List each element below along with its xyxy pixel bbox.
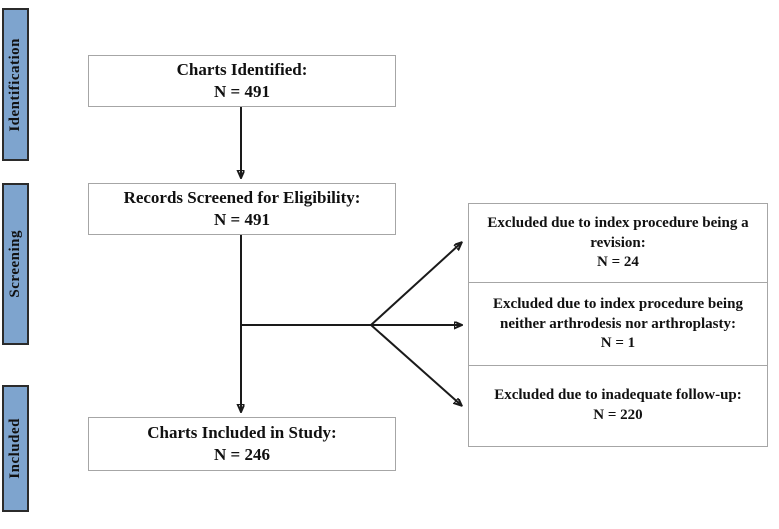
box-charts-included	[88, 417, 396, 471]
box-excluded-revision-count: N = 24	[597, 254, 639, 271]
stage-label-screening	[2, 183, 29, 345]
box-records-screened-count: N = 491	[214, 210, 270, 229]
box-excluded-revision-title: Excluded due to index procedure being a revision:	[487, 214, 749, 251]
box-records-screened-title: Records Screened for Eligibility:	[123, 187, 361, 207]
box-excluded-procedure-type	[468, 282, 768, 367]
stage-label-included-text: Included	[7, 418, 23, 479]
arrow-branch-to-excluded-1	[371, 243, 461, 325]
box-excluded-revision	[468, 203, 768, 284]
stage-label-included	[2, 385, 29, 512]
box-charts-included-title: Charts Included in Study:	[147, 422, 337, 442]
box-records-screened	[88, 183, 396, 235]
box-excluded-followup-count: N = 220	[593, 407, 643, 423]
box-excluded-followup-title: Excluded due to inadequate follow-up:	[494, 387, 742, 404]
box-charts-identified-title: Charts Identified:	[176, 59, 308, 79]
stage-label-screening-text: Screening	[7, 230, 23, 298]
box-excluded-procedure-type-count: N = 1	[600, 335, 636, 352]
stage-label-identification-text: Identification	[7, 37, 23, 132]
box-charts-identified-count: N = 491	[214, 82, 270, 101]
box-charts-identified	[88, 55, 396, 107]
box-excluded-followup	[468, 365, 768, 447]
arrow-branch-to-excluded-3	[371, 325, 461, 405]
box-charts-included-count: N = 246	[214, 445, 270, 464]
box-excluded-procedure-type-title: Excluded due to index procedure being neither arthrodesis nor arthroplasty:	[493, 295, 743, 332]
stage-label-identification	[2, 8, 29, 161]
